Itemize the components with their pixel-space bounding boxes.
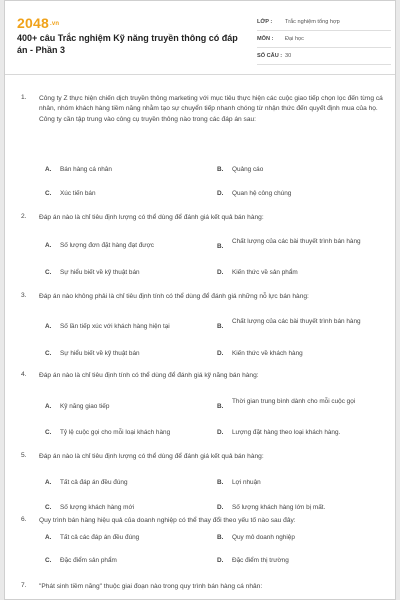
meta-label: LỚP : <box>257 19 273 25</box>
meta-table <box>257 14 391 65</box>
meta-value: Trắc nghiệm tổng hợp <box>285 19 340 25</box>
document-header <box>5 1 395 73</box>
option-letter: B. <box>217 323 224 330</box>
option-letter: A. <box>45 479 52 486</box>
option-letter: D. <box>217 269 224 276</box>
option-letter: D. <box>217 557 224 564</box>
option-text: Xúc tiến bán <box>60 190 96 197</box>
option-text: Chất lượng của các bài thuyết trình bán hàng <box>232 318 361 325</box>
question-number: 3. <box>21 292 27 299</box>
option-letter: B. <box>217 166 224 173</box>
option-text: Bán hàng cá nhân <box>60 166 112 173</box>
option-4c[interactable] <box>45 428 205 438</box>
option-letter: B. <box>217 243 224 250</box>
option-6d[interactable] <box>217 556 377 566</box>
option-2a[interactable] <box>45 241 205 251</box>
option-letter: C. <box>45 350 52 357</box>
option-text: Sự hiểu biết về kỹ thuật bán <box>60 350 140 357</box>
question-text: Công ty Z thực hiện chiến dịch truyền thông marketing với mục tiêu thực hiện các cuộc giao tiếp chọn lọc đến từng cá nhân, nhóm khách hàng tiềm năng nhằm tạo sự chuyển tiếp nhanh chóng từ nhận thức đến quyết định mua của họ. Công ty cần tập trung vào công cụ truyền thông nào trong các đáp án sau: <box>39 95 383 123</box>
option-text: Quy mô doanh nghiệp <box>232 534 295 541</box>
meta-row-class <box>257 14 391 31</box>
logo-text: 2048 <box>17 15 49 31</box>
question-number: 1. <box>21 94 27 101</box>
meta-row-subject <box>257 31 391 48</box>
option-5b[interactable] <box>217 478 377 488</box>
option-6c[interactable] <box>45 556 205 566</box>
option-2d[interactable] <box>217 268 377 278</box>
option-text: Tất cả đáp án đều đúng <box>60 479 128 486</box>
meta-value: Đại học <box>285 36 304 42</box>
option-6b[interactable] <box>217 533 377 543</box>
option-3d[interactable] <box>217 349 377 359</box>
option-text: Đặc điểm sản phẩm <box>60 557 117 564</box>
option-text: Đặc điểm thị trường <box>232 557 289 564</box>
logo-suffix: .vn <box>49 21 60 28</box>
option-letter: D. <box>217 429 224 436</box>
option-text: Số lượng khách hàng lớn bị mất. <box>232 504 326 511</box>
option-1b[interactable] <box>217 165 377 175</box>
option-letter: D. <box>217 190 224 197</box>
option-text: Lợi nhuận <box>232 479 261 486</box>
option-letter: D. <box>217 350 224 357</box>
question-number: 4. <box>21 371 27 378</box>
option-text: Kiến thức về sản phẩm <box>232 269 298 276</box>
option-text: Số lượng đơn đặt hàng đạt được <box>60 242 154 249</box>
option-text: Số lượng khách hàng mới <box>60 504 135 511</box>
question-text: Đáp án nào là chỉ tiêu định lượng có thể dùng để đánh giá kết quả bán hàng: <box>39 214 264 221</box>
document-title: 400+ câu Trắc nghiệm Kỹ năng truyền thông có đáp án - Phần 3 <box>17 33 238 55</box>
option-1d[interactable] <box>217 189 377 199</box>
option-letter: B. <box>217 479 224 486</box>
option-text: Chất lượng của các bài thuyết trình bán hàng <box>232 238 361 245</box>
option-letter: C. <box>45 190 52 197</box>
option-4a[interactable] <box>45 402 205 412</box>
option-letter: A. <box>45 166 52 173</box>
option-3b[interactable] <box>217 317 377 332</box>
option-letter: D. <box>217 504 224 511</box>
question-number: 7. <box>21 582 27 589</box>
option-2c[interactable] <box>45 268 205 278</box>
option-3a[interactable] <box>45 322 205 332</box>
meta-label: SỐ CÂU : <box>257 53 283 59</box>
option-4b[interactable] <box>217 397 377 412</box>
option-letter: C. <box>45 429 52 436</box>
option-text: Kiến thức về khách hàng <box>232 350 303 357</box>
option-letter: A. <box>45 534 52 541</box>
option-5c[interactable] <box>45 503 205 513</box>
meta-row-count <box>257 48 391 65</box>
document-page <box>4 0 396 600</box>
option-text: Sự hiểu biết về kỹ thuật bán <box>60 269 140 276</box>
option-5a[interactable] <box>45 478 205 488</box>
site-logo[interactable] <box>17 15 59 31</box>
question-text: Quy trình bán hàng hiệu quả của doanh nghiệp có thể thay đổi theo yếu tố nào sau đây: <box>39 517 296 524</box>
question-text: Đáp án nào không phải là chỉ tiêu định tính có thể dùng để đánh giá những nỗ lực bán hàng: <box>39 293 309 300</box>
option-1c[interactable] <box>45 189 205 199</box>
option-1a[interactable] <box>45 165 205 175</box>
question-number: 5. <box>21 452 27 459</box>
option-3c[interactable] <box>45 349 205 359</box>
option-4d[interactable] <box>217 428 377 438</box>
option-letter: B. <box>217 534 224 541</box>
option-letter: A. <box>45 403 52 410</box>
header-divider <box>5 74 395 75</box>
option-letter: C. <box>45 504 52 511</box>
option-text: Kỹ năng giao tiếp <box>60 403 110 410</box>
question-number: 2. <box>21 213 27 220</box>
option-letter: B. <box>217 403 224 410</box>
option-text: Thời gian trung bình dành cho mỗi cuộc gọi <box>232 398 356 405</box>
option-5d[interactable] <box>217 503 377 513</box>
meta-value: 30 <box>285 53 292 59</box>
option-letter: A. <box>45 323 52 330</box>
option-letter: C. <box>45 269 52 276</box>
option-text: Quảng cáo <box>232 166 264 173</box>
option-text: Lượng đặt hàng theo loại khách hàng. <box>232 429 341 436</box>
question-text: "Phát sinh tiềm năng" thuộc giai đoạn nào trong quy trình bán hàng cá nhân: <box>39 583 263 590</box>
question-text: Đáp án nào là chỉ tiêu định lượng có thể dùng để đánh giá kết quả bán hàng: <box>39 453 264 460</box>
meta-label: MÔN : <box>257 36 274 42</box>
option-letter: A. <box>45 242 52 249</box>
question-number: 6. <box>21 516 27 523</box>
option-text: Số lần tiếp xúc với khách hàng hiện tại <box>60 323 170 330</box>
option-text: Tỷ lệ cuộc gọi cho mỗi loại khách hàng <box>60 429 171 436</box>
option-letter: C. <box>45 557 52 564</box>
question-text: Đáp án nào là chỉ tiêu định tính có thể dùng để đánh giá kỹ năng bán hàng: <box>39 372 259 379</box>
option-6a[interactable] <box>45 533 205 543</box>
option-text: Quan hệ công chúng <box>232 190 292 197</box>
option-2b[interactable] <box>217 237 377 252</box>
option-text: Tất cả các đáp án đều đúng <box>60 534 140 541</box>
